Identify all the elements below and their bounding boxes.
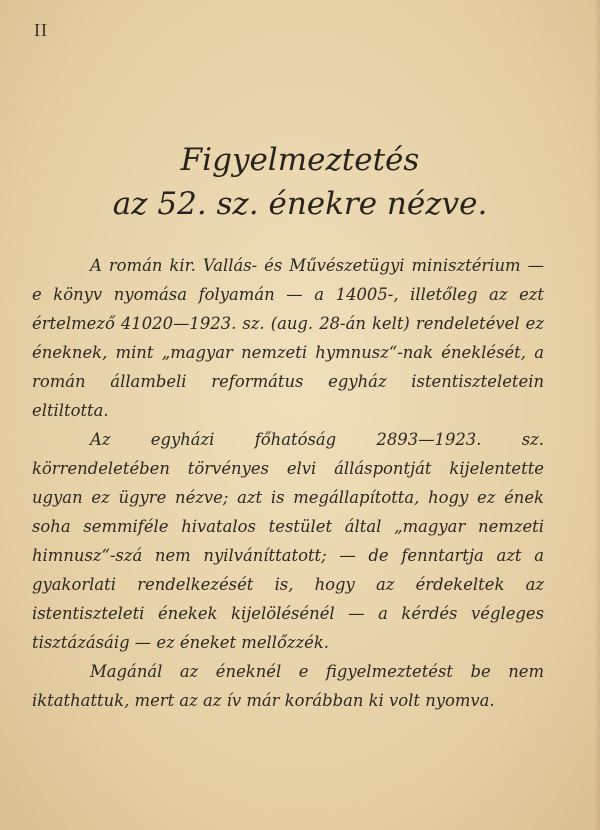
notice-heading — [0, 138, 600, 226]
paragraph-1: A román kir. Vallás- és Művészetügyi minisztérium — e könyv nyomása folyamán — a 14005-, illetőleg az ezt értelmező 41020—1923. sz. (aug. 28-án kelt) rendeletével ez éneknek, mint „magyar nemzeti hymnusz“-nak éneklését, a román állambeli református egyház istentiszteletein eltiltotta. — [32, 256, 544, 420]
page-number: II — [34, 20, 48, 40]
paper-edge-shadow — [594, 0, 600, 830]
paragraph-3: Magánál az éneknél e figyelmeztetést be nem iktathattuk, mert az az ív már korábban ki volt nyomva. — [32, 662, 544, 710]
heading-line-2: az 52. sz. énekre nézve. — [112, 186, 488, 222]
paragraph-2: Az egyházi főhatóság 2893—1923. sz. körrendeletében törvényes elvi álláspontját kijelentette ugyan ez ügyre nézve; azt is megállapította, hogy ez ének soha semmiféle hivatalos testület által „magyar nemzeti himnusz“-szá nem nyilváníttatott; — de fenntartja azt a gyakorlati rendelkezését is, hogy az érdekeltek az istentiszteleti énekek kijelölésénél — a kérdés végleges tisztázásáig — ez éneket mellőzzék. — [32, 430, 544, 652]
heading-line-1: Figyelmeztetés — [180, 142, 420, 178]
notice-body — [32, 251, 544, 715]
